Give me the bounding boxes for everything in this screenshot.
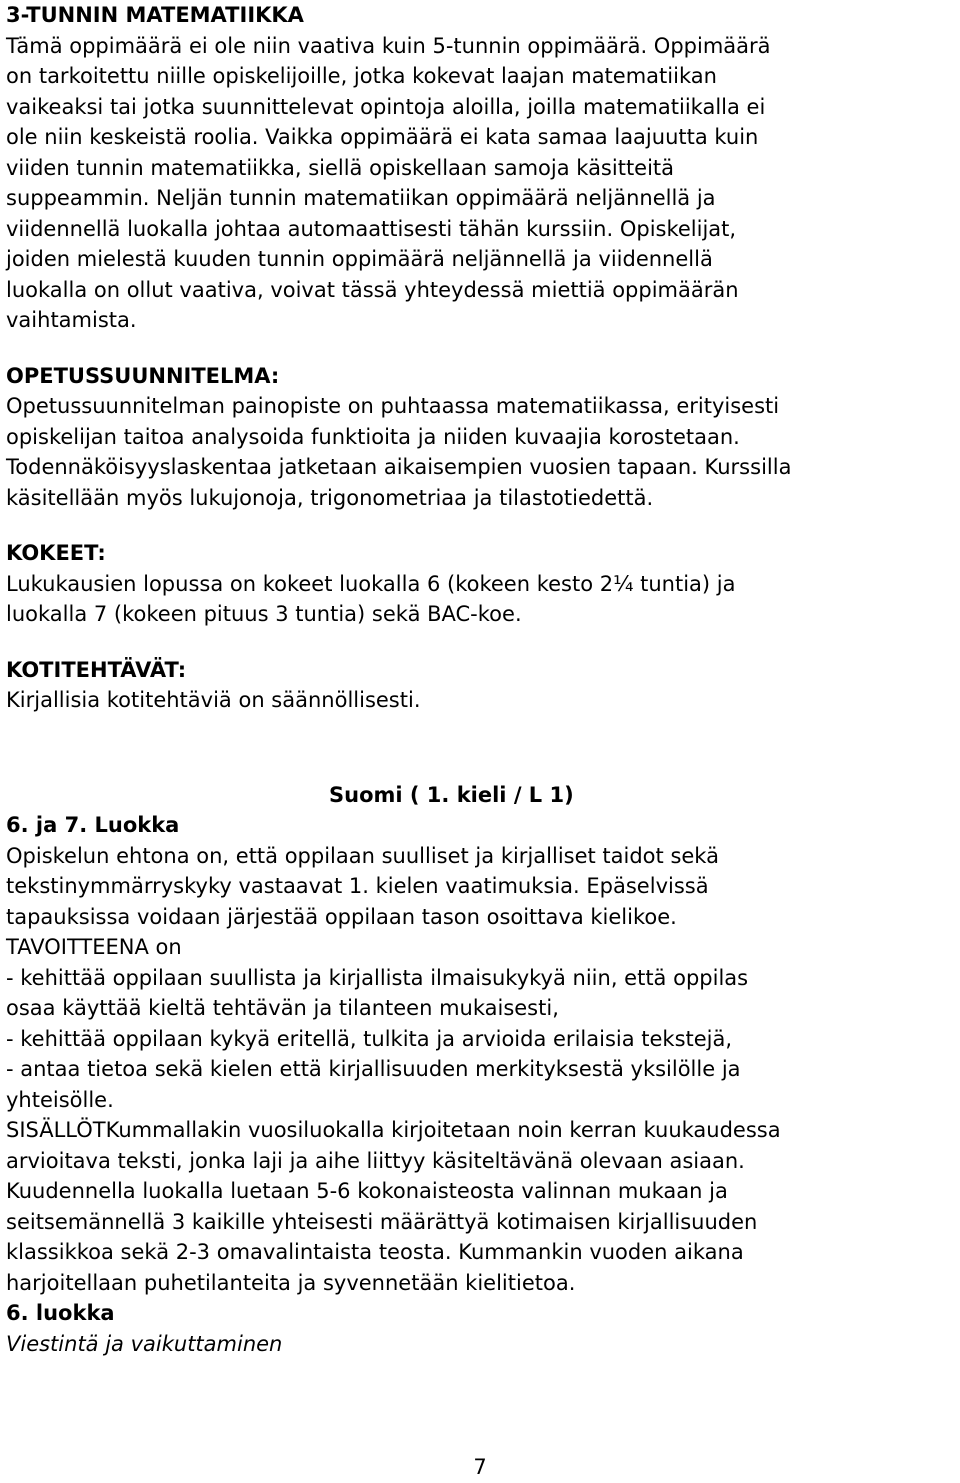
math3-heading: 3-TUNNIN MATEMATIIKKA bbox=[6, 3, 304, 27]
text-line: yhteisölle. bbox=[6, 1087, 114, 1112]
finnish-title: Suomi ( 1. kieli / L 1) bbox=[329, 782, 574, 807]
homework-body bbox=[6, 685, 954, 716]
section-exams bbox=[6, 538, 954, 630]
text-line: joiden mielestä kuuden tunnin oppimäärä neljännellä ja viidennellä bbox=[6, 247, 713, 271]
text-line: tapauksissa voidaan järjestää oppilaan tason osoittava kielikoe. bbox=[6, 904, 677, 929]
text-line: luokalla on ollut vaativa, voivat tässä yhteydessä miettiä oppimäärän bbox=[6, 277, 739, 302]
text-line: Opiskelun ehtona on, että oppilaan suulliset ja kirjalliset taidot sekä bbox=[6, 843, 719, 868]
text-line: arvioitava teksti, jonka laji ja aihe liittyy käsiteltävänä olevaan asiaan. bbox=[6, 1148, 745, 1173]
text-line: on tarkoitettu niille opiskelijoille, jotka kokevat laajan matematiikan bbox=[6, 64, 717, 88]
text-line: harjoitellaan puhetilanteita ja syvennetään kielitietoa. bbox=[6, 1270, 576, 1295]
homework-heading: KOTITEHTÄVÄT: bbox=[6, 657, 187, 682]
text-line: käsitellään myös lukujonoja, trigonometriaa ja tilastotiedettä. bbox=[6, 485, 654, 510]
text-line: opiskelijan taitoa analysoida funktioita ja niiden kuvaajia korostetaan. bbox=[6, 424, 740, 449]
text-line: klassikkoa sekä 2-3 omavalintaista teosta. Kummankin vuoden aikana bbox=[6, 1240, 744, 1264]
text-line: suppeammin. Neljän tunnin matematiikan oppimäärä neljännellä ja bbox=[6, 186, 716, 210]
text-line: Tämä oppimäärä ei ole niin vaativa kuin 5-tunnin oppimäärä. Oppimäärä bbox=[6, 33, 771, 58]
grade6-heading: 6. luokka bbox=[6, 1301, 115, 1325]
text-line: vaihtamista. bbox=[6, 308, 137, 332]
section-finnish bbox=[6, 780, 954, 1360]
finnish-body bbox=[6, 841, 954, 1299]
text-line: Opetussuunnitelman painopiste on puhtaassa matematiikassa, erityisesti bbox=[6, 394, 780, 418]
text-line: viiden tunnin matematiikka, siellä opiskellaan samoja käsitteitä bbox=[6, 155, 675, 180]
text-line: Kirjallisia kotitehtäviä on säännöllisesti. bbox=[6, 688, 421, 712]
text-line: viidennellä luokalla johtaa automaattisesti tähän kurssiin. Opiskelijat, bbox=[6, 216, 737, 241]
text-line: Kuudennella luokalla luetaan 5-6 kokonaisteosta valinnan mukaan ja bbox=[6, 1179, 728, 1203]
text-line: Lukukausien lopussa on kokeet luokalla 6 (kokeen kesto 2¼ tuntia) ja bbox=[6, 571, 736, 596]
text-line: - antaa tietoa sekä kielen että kirjallisuuden merkityksestä yksilölle ja bbox=[6, 1057, 741, 1081]
text-line: tekstinymmärryskyky vastaavat 1. kielen vaatimuksia. Epäselvissä bbox=[6, 874, 709, 898]
finnish-grades-heading: 6. ja 7. Luokka bbox=[6, 813, 180, 837]
curriculum-body bbox=[6, 391, 954, 513]
text-line: osaa käyttää kieltä tehtävän ja tilanteen mukaisesti, bbox=[6, 996, 559, 1020]
text-line: - kehittää oppilaan suullista ja kirjallista ilmaisukykyä niin, että oppilas bbox=[6, 965, 749, 990]
section-homework bbox=[6, 655, 954, 716]
exams-heading: KOKEET: bbox=[6, 541, 106, 565]
text-line: - kehittää oppilaan kykyä eritellä, tulkita ja arvioida erilaisia tekstejä, bbox=[6, 1026, 733, 1051]
curriculum-heading: OPETUSSUUNNITELMA: bbox=[6, 363, 280, 388]
text-line: seitsemännellä 3 kaikille yhteisesti määrättyä kotimaisen kirjallisuuden bbox=[6, 1209, 758, 1234]
page-number: 7 bbox=[473, 1455, 487, 1479]
text-line: ole niin keskeistä roolia. Vaikka oppimäärä ei kata samaa laajuutta kuin bbox=[6, 125, 759, 149]
text-line: luokalla 7 (kokeen pituus 3 tuntia) sekä BAC-koe. bbox=[6, 602, 522, 626]
grade6-subheading: Viestintä ja vaikuttaminen bbox=[6, 1331, 283, 1356]
text-line: SISÄLLÖTKummallakin vuosiluokalla kirjoitetaan noin kerran kuukaudessa bbox=[6, 1118, 781, 1142]
math3-body bbox=[6, 31, 954, 336]
section-curriculum bbox=[6, 361, 954, 514]
text-line: Todennäköisyyslaskentaa jatketaan aikaisempien vuosien tapaan. Kurssilla bbox=[6, 455, 792, 479]
text-line: vaikeaksi tai jotka suunnittelevat opintoja aloilla, joilla matematiikalla ei bbox=[6, 94, 766, 119]
section-math-3 bbox=[6, 0, 954, 336]
exams-body bbox=[6, 569, 954, 630]
text-line: TAVOITTEENA on bbox=[6, 935, 182, 959]
document-page bbox=[6, 0, 954, 1359]
